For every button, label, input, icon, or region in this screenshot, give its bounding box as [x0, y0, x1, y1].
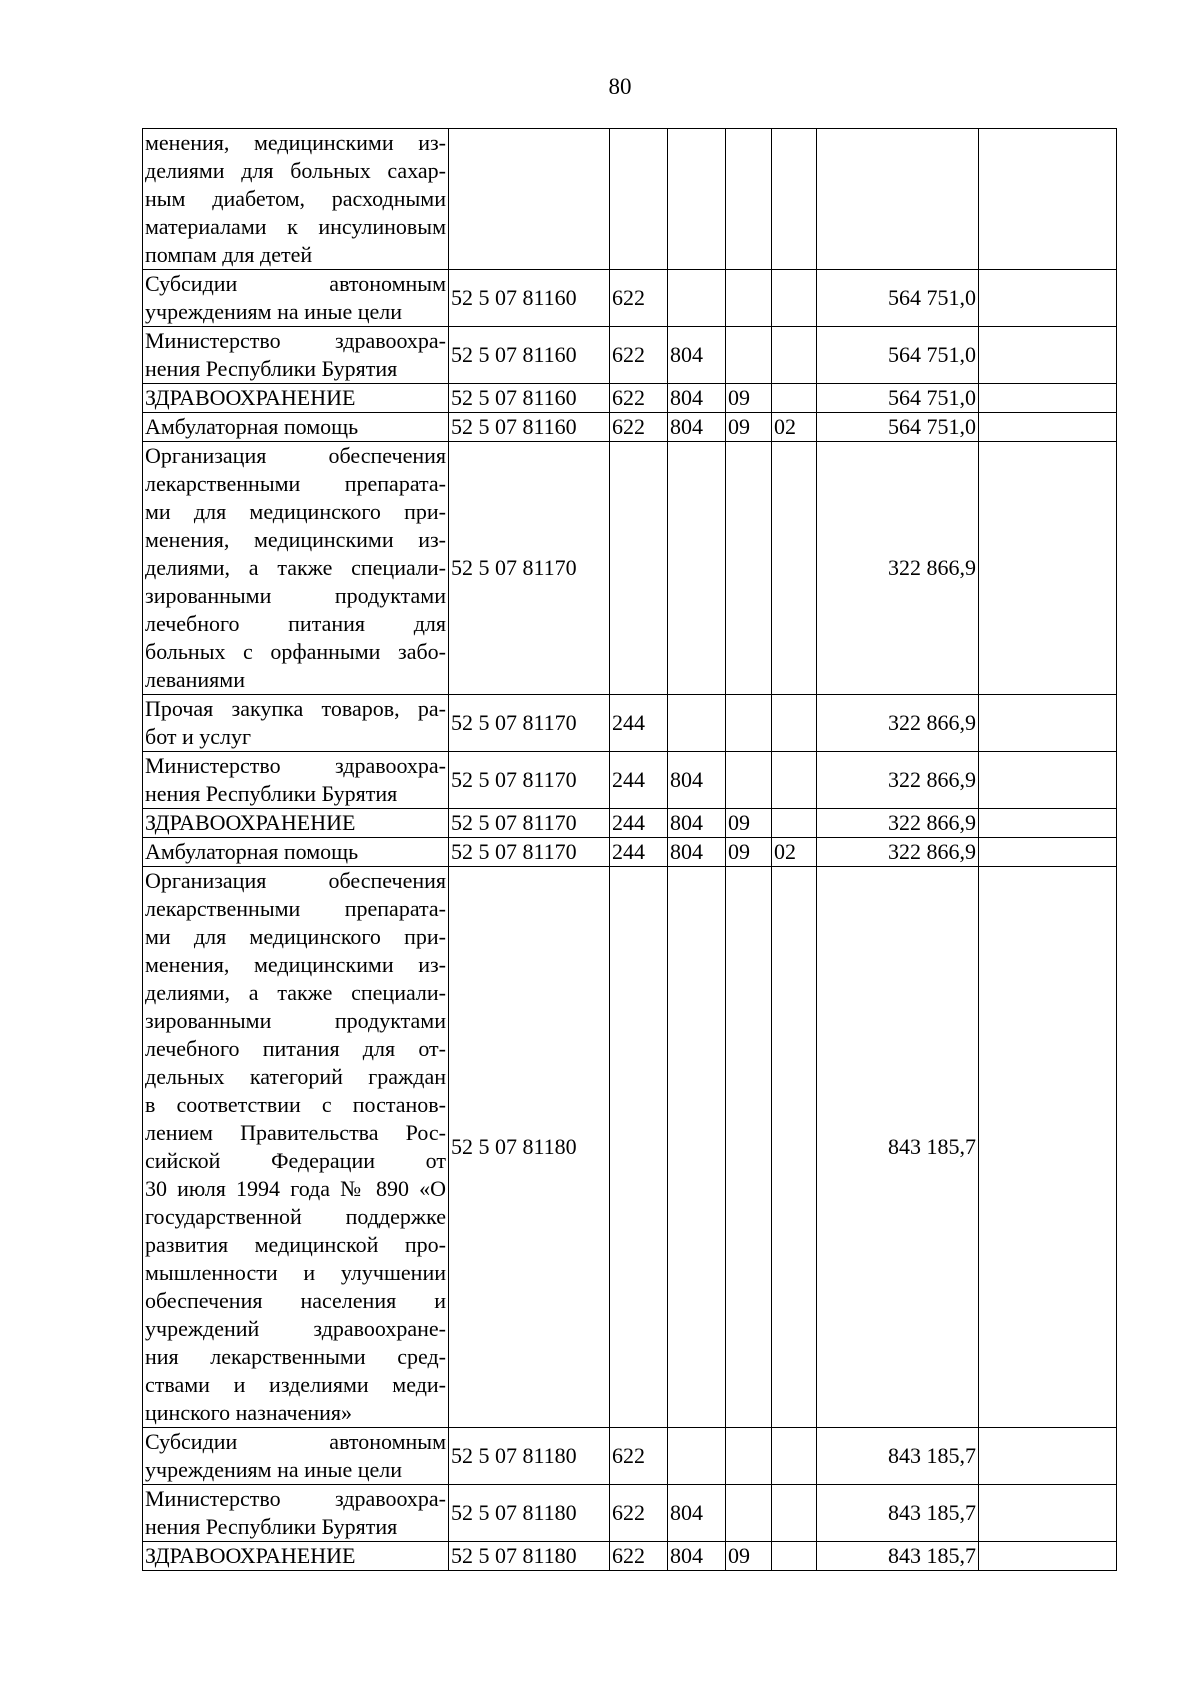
description-line: в соответствии с постанов- [145, 1092, 446, 1117]
extra-cell [979, 752, 1117, 809]
description-cell [143, 1428, 449, 1485]
subsection-cell [772, 695, 817, 752]
target-article-cell: 52 5 07 81170 [449, 752, 610, 809]
description-cell [143, 1485, 449, 1542]
ministry-code-cell [668, 270, 726, 327]
description-line: Организация обеспечения [145, 868, 446, 893]
extra-cell [979, 809, 1117, 838]
description-line: делиями для больных сахар- [145, 158, 446, 183]
description-cell [143, 384, 449, 413]
target-article-cell: 52 5 07 81160 [449, 327, 610, 384]
target-article-cell: 52 5 07 81160 [449, 413, 610, 442]
extra-cell [979, 695, 1117, 752]
description-line: Министерство здравоохра- [145, 753, 446, 778]
expense-type-cell: 244 [610, 695, 668, 752]
description-line: Министерство здравоохра- [145, 1486, 446, 1511]
section-cell [726, 270, 772, 327]
description-line: ми для медицинского при- [145, 924, 446, 949]
budget-table [142, 128, 1117, 1571]
target-article-cell: 52 5 07 81180 [449, 867, 610, 1428]
description-line: 30 июля 1994 года № 890 «О [145, 1176, 446, 1201]
section-cell [726, 442, 772, 695]
description-line: учреждениям на иные цели [145, 299, 402, 324]
table-row [143, 838, 1117, 867]
description-cell [143, 413, 449, 442]
ministry-code-cell: 804 [668, 384, 726, 413]
description-line: Организация обеспечения [145, 443, 446, 468]
amount-cell: 843 185,7 [817, 867, 979, 1428]
table-row [143, 1542, 1117, 1571]
subsection-cell [772, 867, 817, 1428]
target-article-cell [449, 129, 610, 270]
description-line: сийской Федерации от [145, 1148, 446, 1173]
expense-type-cell: 622 [610, 384, 668, 413]
subsection-cell [772, 327, 817, 384]
description-cell [143, 838, 449, 867]
table-row [143, 129, 1117, 270]
section-cell: 09 [726, 413, 772, 442]
description-line: учреждений здравоохране- [145, 1316, 446, 1341]
description-line: леваниями [145, 667, 245, 692]
subsection-cell [772, 129, 817, 270]
extra-cell [979, 1542, 1117, 1571]
expense-type-cell: 244 [610, 838, 668, 867]
amount-cell: 322 866,9 [817, 752, 979, 809]
table-row [143, 752, 1117, 809]
target-article-cell: 52 5 07 81170 [449, 809, 610, 838]
expense-type-cell: 622 [610, 327, 668, 384]
subsection-cell [772, 1428, 817, 1485]
description-cell [143, 867, 449, 1428]
table-row [143, 695, 1117, 752]
description-line: больных с орфанными забо- [145, 639, 446, 664]
section-cell: 09 [726, 1542, 772, 1571]
expense-type-cell: 244 [610, 752, 668, 809]
subsection-cell: 02 [772, 413, 817, 442]
description-cell [143, 1542, 449, 1571]
ministry-code-cell: 804 [668, 1485, 726, 1542]
table-body [143, 129, 1117, 1571]
description-cell [143, 695, 449, 752]
target-article-cell: 52 5 07 81170 [449, 442, 610, 695]
section-cell [726, 695, 772, 752]
description-line: ми для медицинского при- [145, 499, 446, 524]
expense-type-cell [610, 867, 668, 1428]
section-cell [726, 1485, 772, 1542]
subsection-cell [772, 1542, 817, 1571]
description-line: Субсидии автономным [145, 1429, 446, 1454]
extra-cell [979, 1485, 1117, 1542]
amount-cell: 564 751,0 [817, 384, 979, 413]
section-cell: 09 [726, 384, 772, 413]
description-line: помпам для детей [145, 242, 313, 267]
amount-cell [817, 129, 979, 270]
extra-cell [979, 442, 1117, 695]
description-cell [143, 327, 449, 384]
description-line: учреждениям на иные цели [145, 1457, 402, 1482]
description-line: государственной поддержке [145, 1204, 446, 1229]
description-line: менения, медицинскими из- [145, 527, 446, 552]
extra-cell [979, 413, 1117, 442]
description-cell [143, 442, 449, 695]
table-row [143, 270, 1117, 327]
subsection-cell [772, 442, 817, 695]
expense-type-cell [610, 442, 668, 695]
amount-cell: 564 751,0 [817, 327, 979, 384]
extra-cell [979, 129, 1117, 270]
description-line: нения Республики Бурятия [145, 1514, 398, 1539]
description-line: лечебного питания для [145, 611, 446, 636]
table-row [143, 327, 1117, 384]
ministry-code-cell: 804 [668, 838, 726, 867]
section-cell [726, 129, 772, 270]
section-cell [726, 752, 772, 809]
description-line: зированными продуктами [145, 583, 446, 608]
description-line: нения Республики Бурятия [145, 781, 398, 806]
description-line: лекарственными препарата- [145, 471, 446, 496]
target-article-cell: 52 5 07 81160 [449, 384, 610, 413]
description-line: Амбулаторная помощь [145, 839, 359, 864]
description-line: дельных категорий граждан [145, 1064, 446, 1089]
extra-cell [979, 384, 1117, 413]
subsection-cell [772, 752, 817, 809]
extra-cell [979, 1428, 1117, 1485]
amount-cell: 322 866,9 [817, 695, 979, 752]
description-line: делиями, а также специали- [145, 555, 446, 580]
table-row [143, 384, 1117, 413]
amount-cell: 322 866,9 [817, 442, 979, 695]
expense-type-cell: 244 [610, 809, 668, 838]
expense-type-cell: 622 [610, 270, 668, 327]
section-cell: 09 [726, 809, 772, 838]
ministry-code-cell [668, 129, 726, 270]
description-line: делиями, а также специали- [145, 980, 446, 1005]
description-cell [143, 270, 449, 327]
description-line: Амбулаторная помощь [145, 414, 359, 439]
target-article-cell: 52 5 07 81170 [449, 838, 610, 867]
section-cell: 09 [726, 838, 772, 867]
page-number: 80 [608, 74, 632, 99]
amount-cell: 564 751,0 [817, 413, 979, 442]
ministry-code-cell [668, 695, 726, 752]
description-line: Министерство здравоохра- [145, 328, 446, 353]
description-cell [143, 129, 449, 270]
description-cell [143, 809, 449, 838]
expense-type-cell [610, 129, 668, 270]
table-row [143, 809, 1117, 838]
description-line: зированными продуктами [145, 1008, 446, 1033]
amount-cell: 564 751,0 [817, 270, 979, 327]
section-cell [726, 327, 772, 384]
ministry-code-cell [668, 867, 726, 1428]
description-line: ствами и изделиями меди- [145, 1372, 446, 1397]
target-article-cell: 52 5 07 81170 [449, 695, 610, 752]
expense-type-cell: 622 [610, 1485, 668, 1542]
description-line: лечебного питания для от- [145, 1036, 446, 1061]
target-article-cell: 52 5 07 81180 [449, 1485, 610, 1542]
target-article-cell: 52 5 07 81160 [449, 270, 610, 327]
description-line: мышленности и улучшении [145, 1260, 446, 1285]
ministry-code-cell: 804 [668, 752, 726, 809]
amount-cell: 843 185,7 [817, 1428, 979, 1485]
table-row [143, 867, 1117, 1428]
table-row [143, 1428, 1117, 1485]
description-line: ЗДРАВООХРАНЕНИЕ [145, 810, 356, 835]
table-row [143, 413, 1117, 442]
description-line: Прочая закупка товаров, ра- [145, 696, 446, 721]
description-line: ЗДРАВООХРАНЕНИЕ [145, 1543, 356, 1568]
subsection-cell: 02 [772, 838, 817, 867]
subsection-cell [772, 270, 817, 327]
description-line: нения Республики Бурятия [145, 356, 398, 381]
extra-cell [979, 270, 1117, 327]
target-article-cell: 52 5 07 81180 [449, 1542, 610, 1571]
description-line: Субсидии автономным [145, 271, 446, 296]
description-line: развития медицинской про- [145, 1232, 446, 1257]
extra-cell [979, 867, 1117, 1428]
table-row [143, 1485, 1117, 1542]
ministry-code-cell: 804 [668, 809, 726, 838]
extra-cell [979, 838, 1117, 867]
ministry-code-cell: 804 [668, 413, 726, 442]
expense-type-cell: 622 [610, 1542, 668, 1571]
section-cell [726, 1428, 772, 1485]
extra-cell [979, 327, 1117, 384]
description-line: ным диабетом, расходными [145, 186, 446, 211]
section-cell [726, 867, 772, 1428]
description-line: материалами к инсулиновым [145, 214, 446, 239]
amount-cell: 843 185,7 [817, 1542, 979, 1571]
description-line: менения, медицинскими из- [145, 952, 446, 977]
description-line: ния лекарственными сред- [145, 1344, 446, 1369]
subsection-cell [772, 1485, 817, 1542]
description-line: обеспечения населения и [145, 1288, 446, 1313]
amount-cell: 322 866,9 [817, 838, 979, 867]
target-article-cell: 52 5 07 81180 [449, 1428, 610, 1485]
description-line: менения, медицинскими из- [145, 130, 446, 155]
subsection-cell [772, 809, 817, 838]
subsection-cell [772, 384, 817, 413]
ministry-code-cell: 804 [668, 1542, 726, 1571]
expense-type-cell: 622 [610, 413, 668, 442]
ministry-code-cell: 804 [668, 327, 726, 384]
expense-type-cell: 622 [610, 1428, 668, 1485]
description-line: бот и услуг [145, 724, 252, 749]
table-row [143, 442, 1117, 695]
description-line: лением Правительства Рос- [145, 1120, 446, 1145]
ministry-code-cell [668, 1428, 726, 1485]
description-cell [143, 752, 449, 809]
description-line: лекарственными препарата- [145, 896, 446, 921]
amount-cell: 322 866,9 [817, 809, 979, 838]
amount-cell: 843 185,7 [817, 1485, 979, 1542]
ministry-code-cell [668, 442, 726, 695]
description-line: цинского назначения» [145, 1400, 353, 1425]
description-line: ЗДРАВООХРАНЕНИЕ [145, 385, 356, 410]
